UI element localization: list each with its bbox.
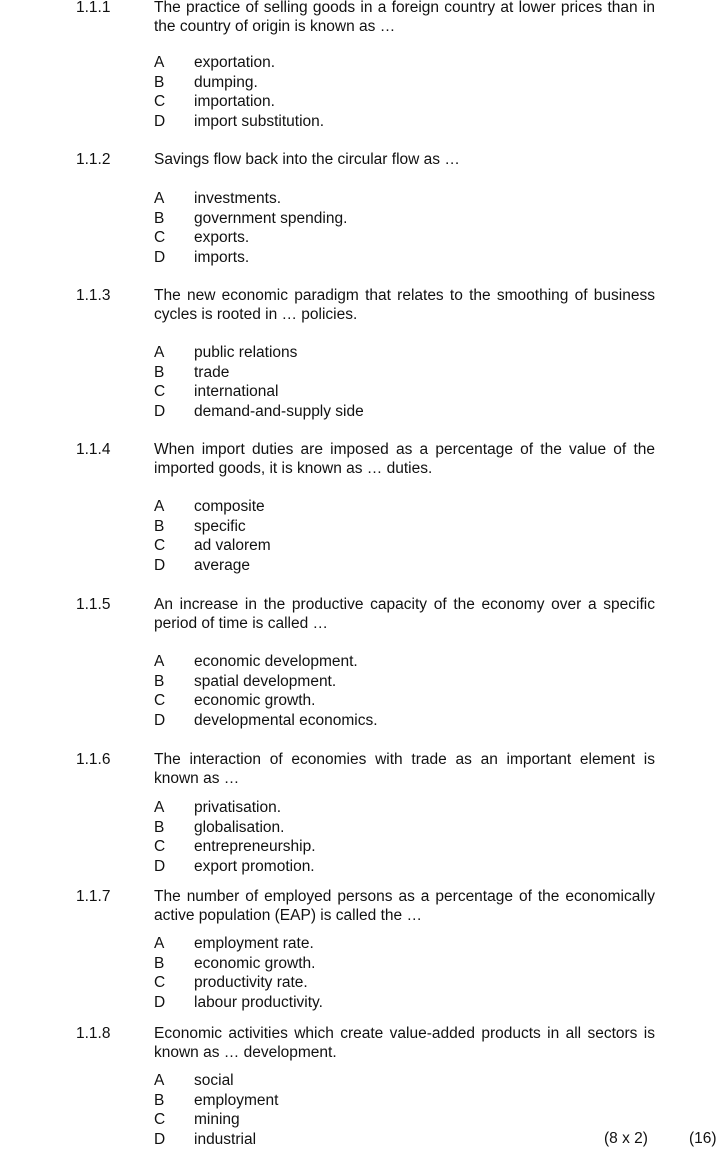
option-a[interactable] (154, 53, 574, 73)
option-letter: D (154, 857, 166, 875)
option-a[interactable] (154, 497, 574, 517)
option-letter: D (154, 112, 166, 130)
option-text: employment rate. (194, 935, 314, 952)
option-a[interactable] (154, 1071, 574, 1091)
question-number: 1.1.2 (76, 151, 111, 168)
option-letter: A (154, 799, 165, 816)
option-text: mining (194, 1111, 240, 1128)
option-text: social (194, 1072, 234, 1089)
option-text: economic growth. (194, 954, 316, 972)
option-letter: C (154, 537, 166, 554)
option-a[interactable] (154, 189, 574, 209)
question-number: 1.1.5 (76, 596, 111, 613)
question-text: When import duties are imposed as a percentage of the value of the imported goods, it is known as … duties. (154, 441, 655, 477)
option-text: economic growth. (194, 692, 316, 709)
option-c[interactable] (154, 92, 574, 112)
option-letter: C (154, 383, 166, 400)
option-text: import substitution. (194, 112, 325, 130)
option-letter: B (154, 517, 165, 535)
option-d[interactable] (154, 711, 574, 731)
option-text: dumping. (194, 73, 258, 91)
option-c[interactable] (154, 973, 574, 993)
question-text: An increase in the productive capacity of the economy over a specific period of time is called … (154, 596, 655, 632)
option-letter: C (154, 229, 166, 246)
answer-options (154, 652, 574, 730)
question-number: 1.1.6 (76, 751, 111, 768)
option-text: developmental economics. (194, 711, 378, 729)
option-letter: C (154, 838, 166, 855)
question-number: 1.1.3 (76, 287, 111, 304)
option-letter: B (154, 672, 165, 690)
option-d[interactable] (154, 993, 574, 1013)
answer-options (154, 934, 574, 1012)
option-text: spatial development. (194, 672, 337, 690)
option-letter: B (154, 954, 165, 972)
answer-options (154, 53, 574, 131)
option-b[interactable] (154, 954, 574, 974)
option-text: export promotion. (194, 857, 315, 875)
option-d[interactable] (154, 857, 574, 877)
option-letter: D (154, 556, 166, 574)
option-c[interactable] (154, 691, 574, 711)
question-number: 1.1.4 (76, 441, 111, 458)
option-text: government spending. (194, 209, 348, 227)
option-text: exports. (194, 229, 250, 246)
option-letter: D (154, 402, 166, 420)
option-a[interactable] (154, 798, 574, 818)
option-text: specific (194, 517, 246, 535)
option-letter: D (154, 711, 166, 729)
option-d[interactable] (154, 248, 574, 268)
option-text: labour productivity. (194, 993, 323, 1011)
option-letter: C (154, 1111, 166, 1128)
option-text: composite (194, 498, 265, 515)
question-text: Economic activities which create value-added products in all sectors is known as … development. (154, 1025, 655, 1061)
option-d[interactable] (154, 556, 574, 576)
option-letter: C (154, 974, 166, 991)
option-text: trade (194, 363, 230, 381)
option-text: exportation. (194, 54, 275, 71)
option-text: ad valorem (194, 537, 271, 554)
option-text: privatisation. (194, 799, 282, 816)
option-letter: D (154, 1130, 166, 1148)
option-letter: D (154, 248, 166, 266)
question-number: 1.1.7 (76, 888, 111, 905)
option-letter: A (154, 54, 165, 71)
answer-options (154, 189, 574, 267)
option-text: productivity rate. (194, 974, 308, 991)
option-letter: B (154, 818, 165, 836)
option-c[interactable] (154, 837, 574, 857)
question-text: Savings flow back into the circular flow as … (154, 151, 460, 168)
question-number: 1.1.8 (76, 1025, 111, 1042)
option-text: industrial (194, 1130, 257, 1148)
option-letter: C (154, 692, 166, 709)
option-letter: B (154, 363, 165, 381)
option-text: employment (194, 1091, 279, 1109)
marks-total: (16) (689, 1130, 717, 1147)
option-b[interactable] (154, 672, 574, 692)
question-text: The new economic paradigm that relates to the smoothing of business cycles is rooted in … policies. (154, 287, 655, 323)
option-a[interactable] (154, 343, 574, 363)
answer-options (154, 343, 574, 421)
option-letter: B (154, 73, 165, 91)
option-a[interactable] (154, 652, 574, 672)
option-letter: B (154, 209, 165, 227)
option-b[interactable] (154, 517, 574, 537)
option-letter: B (154, 1091, 165, 1109)
option-text: importation. (194, 93, 275, 110)
option-b[interactable] (154, 1091, 574, 1111)
option-d[interactable] (154, 1130, 574, 1150)
option-text: imports. (194, 248, 250, 266)
option-d[interactable] (154, 112, 574, 132)
answer-options (154, 798, 574, 876)
option-letter: C (154, 93, 166, 110)
option-letter: A (154, 344, 165, 361)
answer-options (154, 1071, 574, 1149)
option-text: international (194, 383, 279, 400)
option-text: public relations (194, 344, 298, 361)
option-c[interactable] (154, 382, 574, 402)
option-letter: D (154, 993, 166, 1011)
option-text: economic development. (194, 653, 358, 670)
option-c[interactable] (154, 536, 574, 556)
option-text: investments. (194, 190, 282, 207)
answer-options (154, 497, 574, 575)
option-b[interactable] (154, 363, 574, 383)
question-text: The practice of selling goods in a foreign country at lower prices than in the country of origin is known as … (154, 0, 655, 35)
option-letter: A (154, 653, 165, 670)
option-c[interactable] (154, 1110, 574, 1130)
marks-calculation: (8 x 2) (604, 1130, 648, 1147)
option-d[interactable] (154, 402, 574, 422)
option-text: demand-and-supply side (194, 402, 364, 420)
option-letter: A (154, 935, 165, 952)
option-letter: A (154, 1072, 165, 1089)
option-a[interactable] (154, 934, 574, 954)
question-text: The number of employed persons as a percentage of the economically active population (EAP) is called the … (154, 888, 655, 924)
option-text: globalisation. (194, 818, 285, 836)
option-b[interactable] (154, 818, 574, 838)
option-text: entrepreneurship. (194, 838, 316, 855)
option-letter: A (154, 498, 165, 515)
option-b[interactable] (154, 209, 574, 229)
option-b[interactable] (154, 73, 574, 93)
question-number: 1.1.1 (76, 0, 111, 16)
option-c[interactable] (154, 228, 574, 248)
option-text: average (194, 556, 251, 574)
option-letter: A (154, 190, 165, 207)
question-text: The interaction of economies with trade as an important element is known as … (154, 751, 655, 787)
